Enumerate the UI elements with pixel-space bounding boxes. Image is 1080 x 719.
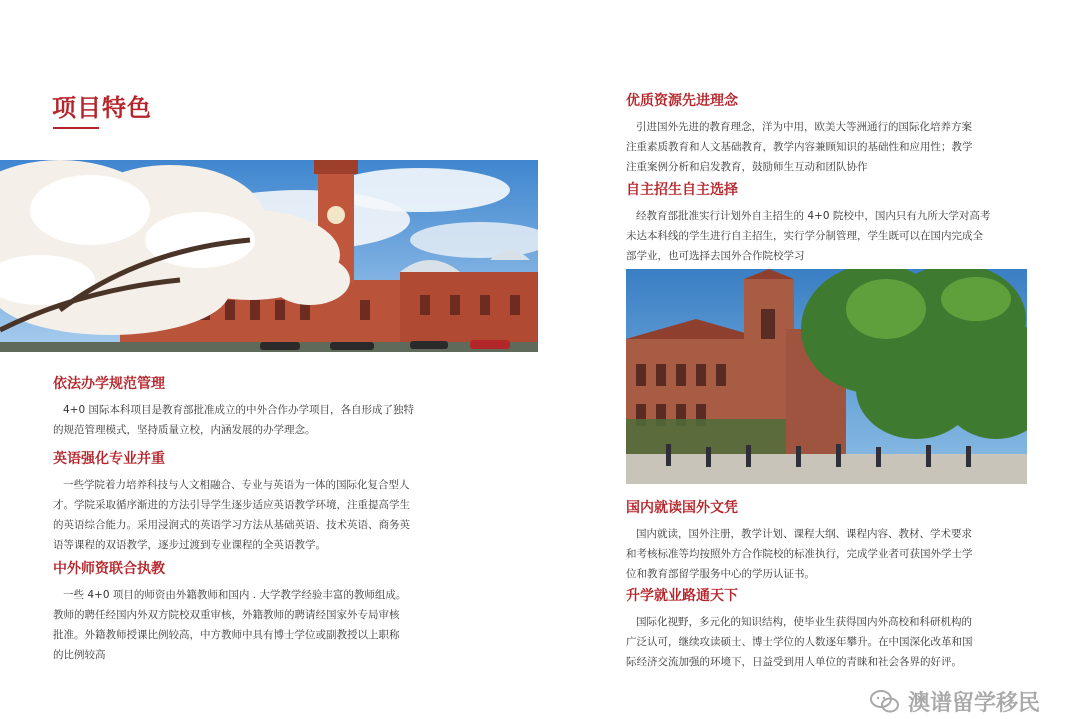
body-line: 经教育部批准实行计划外自主招生的 4+0 院校中，国内只有九所大学对高考	[636, 210, 991, 222]
section-independent-enrollment	[626, 181, 1026, 266]
section-body	[53, 475, 483, 555]
body-line: 才。学院采取循序渐进的方法引导学生逐步适应英语教学环境，注重提高学生	[53, 499, 410, 511]
section-heading: 依法办学规范管理	[53, 376, 165, 392]
section-quality-resources	[626, 92, 1026, 177]
body-line: 注重素质教育和人文基础教育，教学内容兼顾知识的基础性和应用性；教学	[626, 141, 973, 153]
body-line: 的英语综合能力。采用浸润式的英语学习方法从基础英语、技术英语、商务英	[53, 519, 410, 531]
body-line: 位和教育部留学服务中心的学历认证书。	[626, 568, 815, 580]
body-line: 广泛认可，继续攻读硕士、博士学位的人数逐年攀升。在中国深化改革和国	[626, 636, 973, 648]
body-line: 和考核标准等均按照外方合作院校的标准执行，完成学业者可获国外学士学	[626, 548, 973, 560]
body-line: 引进国外先进的教育理念，洋为中用，欧美大等洲通行的国际化培养方案	[636, 121, 972, 133]
section-joint-faculty	[53, 560, 483, 665]
body-line: 的规范管理模式，坚持质量立校，内涵发展的办学理念。	[53, 424, 316, 436]
body-line: 语等课程的双语教学，逐步过渡到专业课程的全英语教学。	[53, 539, 326, 551]
section-heading: 中外师资联合执教	[53, 561, 165, 577]
body-line: 一些 4+0 项目的师资由外籍教师和国内 . 大学教学经验丰富的教师组成。	[63, 589, 407, 601]
section-heading: 优质资源先进理念	[626, 93, 738, 109]
section-english-major	[53, 450, 483, 555]
body-line: 际经济交流加强的环境下，日益受到用人单位的青睐和社会各界的好评。	[626, 656, 962, 668]
section-heading: 升学就业路通天下	[626, 588, 738, 604]
section-body	[626, 612, 1026, 672]
body-line: 4+0 国际本科项目是教育部批准成立的中外合作办学项目，各自形成了独特	[63, 404, 414, 416]
body-line: 国际化视野，多元化的知识结构，使毕业生获得国内外高校和科研机构的	[636, 616, 972, 628]
page-title: 项目特色	[52, 94, 152, 122]
watermark	[870, 686, 1040, 717]
section-legal-management	[53, 375, 483, 440]
campus-plaza-photo	[626, 269, 1027, 484]
section-heading: 自主招生自主选择	[626, 182, 738, 198]
body-line: 国内就读，国外注册，教学计划、课程大纲、课程内容、教材、学术要求	[636, 528, 972, 540]
section-body	[626, 117, 1026, 177]
body-line: 一些学院着力培养科技与人文相融合、专业与英语为一体的国际化复合型人	[63, 479, 410, 491]
section-heading: 英语强化专业并重	[53, 451, 165, 467]
section-foreign-diploma	[626, 499, 1026, 584]
wechat-icon	[870, 689, 900, 715]
body-line: 教师的聘任经国内外双方院校双重审核，外籍教师的聘请经国家外专局审核	[53, 609, 400, 621]
section-body	[626, 524, 1026, 584]
section-body	[53, 585, 483, 665]
section-body	[626, 206, 1026, 266]
body-line: 注重案例分析和启发教育，鼓励师生互动和团队协作	[626, 161, 868, 173]
body-line: 批准。外籍教师授课比例较高，中方教师中具有博士学位或副教授以上职称	[53, 629, 400, 641]
section-heading: 国内就读国外文凭	[626, 500, 738, 516]
body-line: 部学业，也可选择去国外合作院校学习	[626, 250, 805, 262]
body-line: 未达本科线的学生进行自主招生，实行学分制管理，学生既可以在国内完成全	[626, 230, 983, 242]
watermark-text: 澳谱留学移民	[907, 691, 1040, 716]
title-underline	[53, 127, 99, 129]
section-body	[53, 400, 483, 440]
campus-clock-tower-photo	[0, 160, 538, 352]
section-career-paths	[626, 587, 1026, 672]
body-line: 的比例较高	[53, 649, 106, 661]
